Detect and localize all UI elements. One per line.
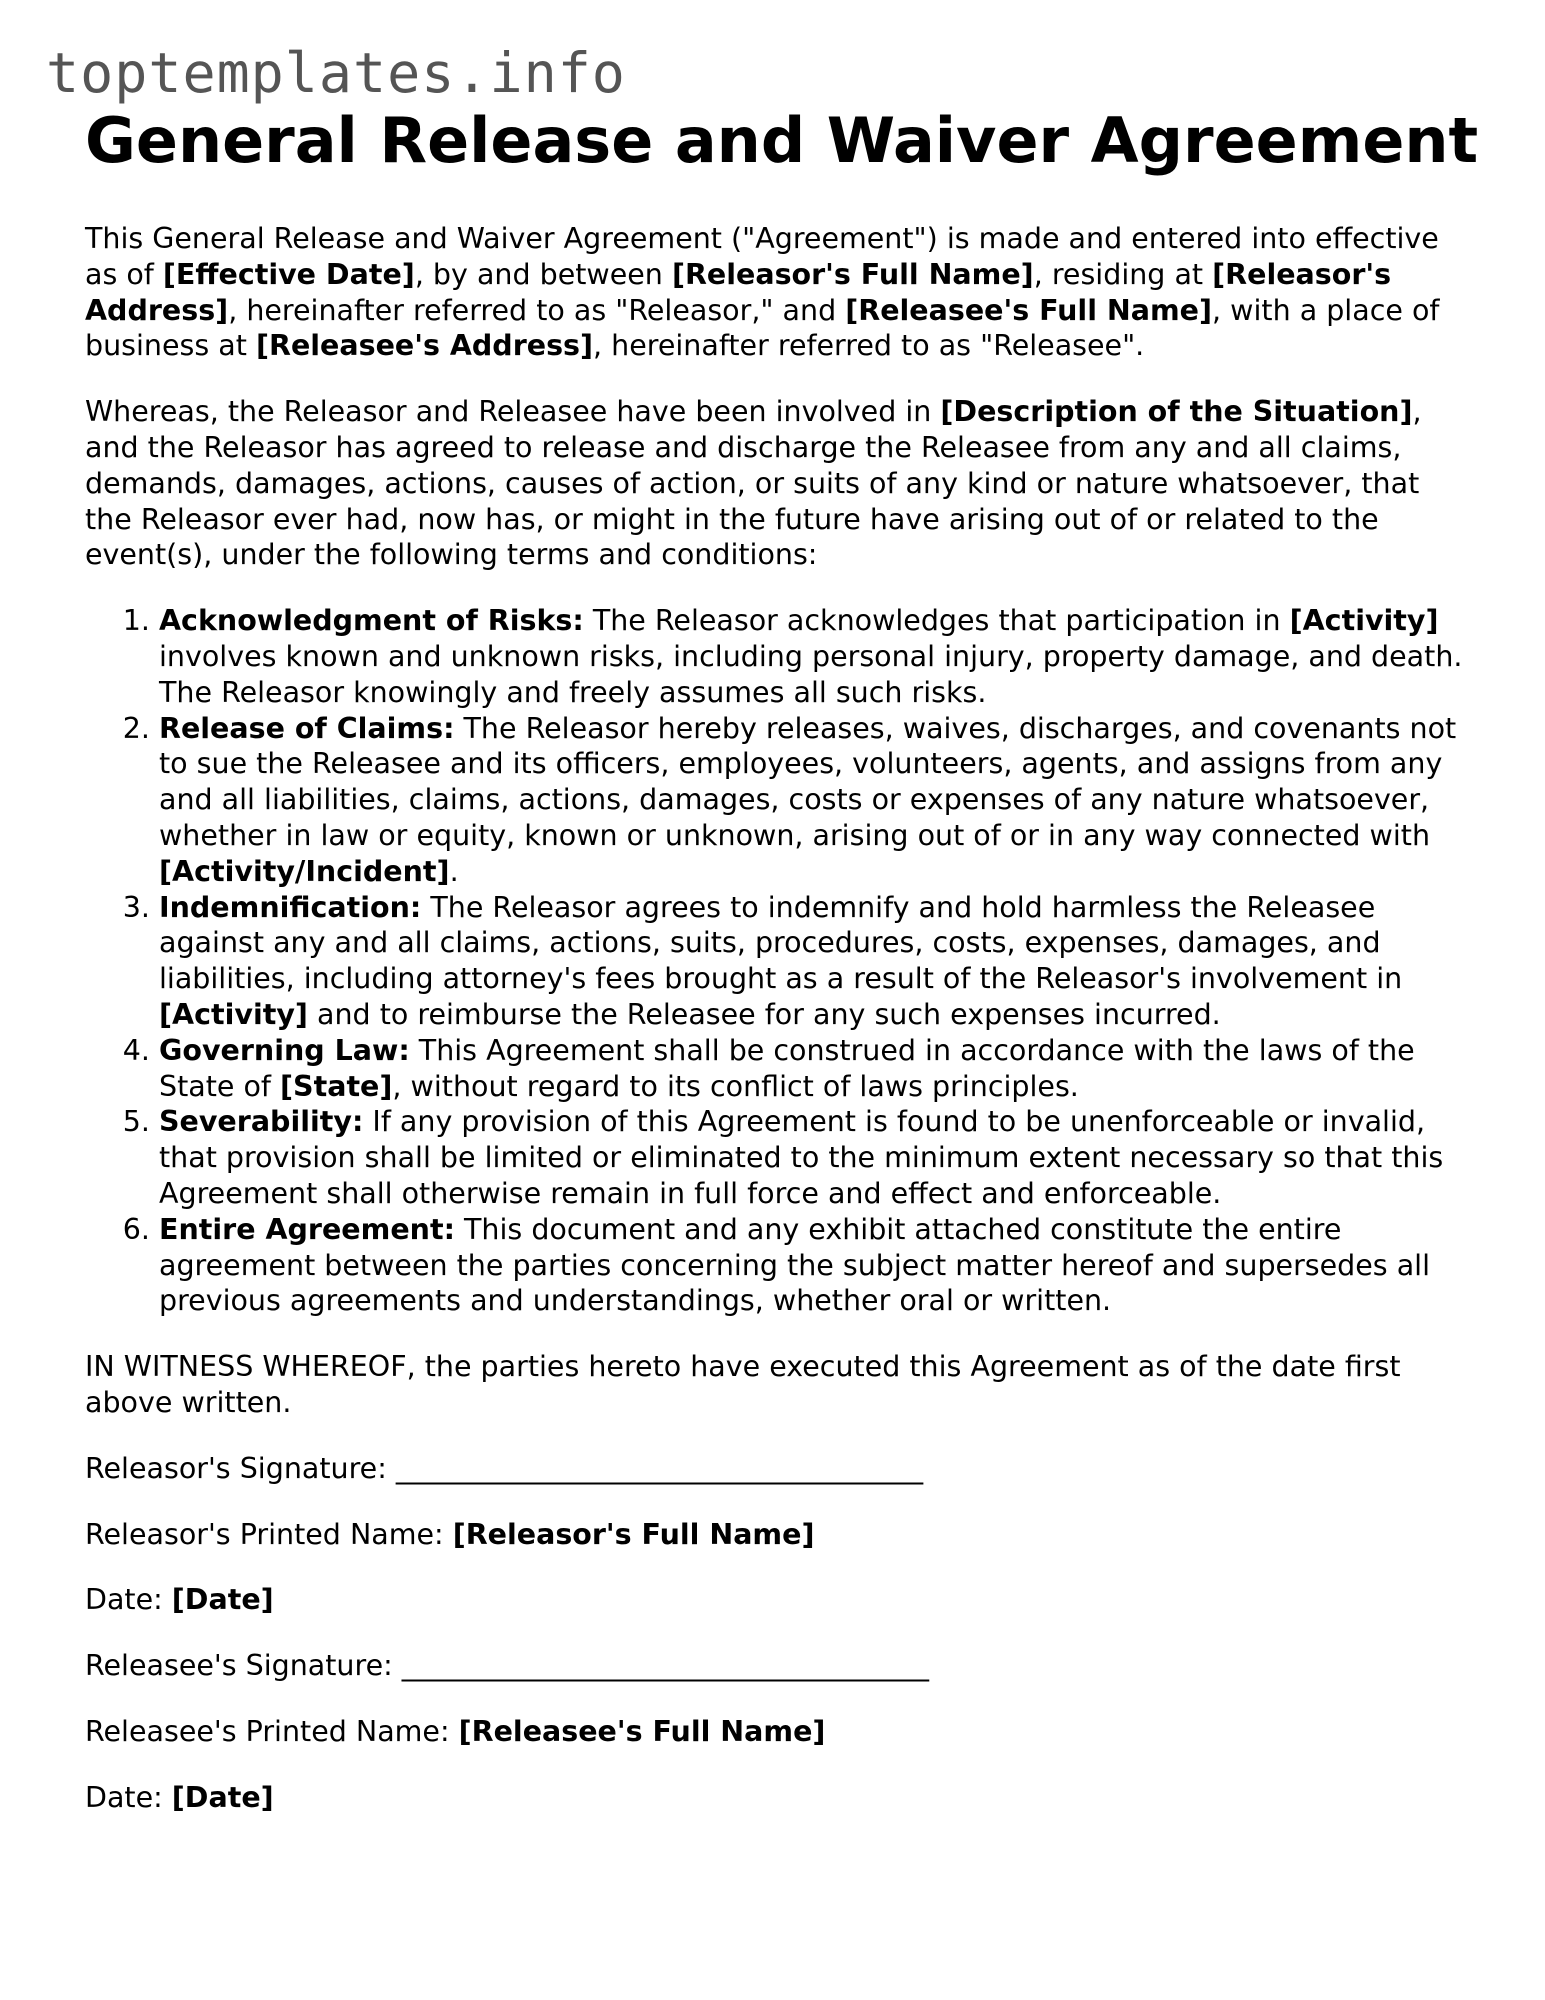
document-title: General Release and Waiver Agreement xyxy=(85,104,1479,177)
releasee-name-placeholder: [Releasee's Full Name] xyxy=(845,293,1213,327)
effective-date-placeholder: [Effective Date] xyxy=(162,257,415,291)
releasor-name-placeholder: [Releasor's Full Name] xyxy=(671,257,1034,291)
term-item: 4. Governing Law: This Agreement shall be construed in accordance with the laws of the State of [State], without regard to its conflict of laws principles. xyxy=(159,1033,1470,1105)
term-heading: Acknowledgment of Risks: xyxy=(159,604,584,638)
whereas-paragraph: Whereas, the Releasor and Releasee have been involved in [Description of the Situation], and the Releasor has agreed to release and discharge the Releasee from any and all claims, demands, damages, actions, causes of action, or suits of any kind or nature whatsoever, that the Releasor ever had, now has, or might in the future have arising out of or related to the event(s), under the following terms and conditions: xyxy=(85,395,1422,572)
term-heading: Entire Agreement: xyxy=(159,1212,455,1246)
releasor-signature-line: _____________________________________ xyxy=(395,1451,924,1485)
term-item: 1. Acknowledgment of Risks: The Releasor acknowledges that participation in [Activity] involves known and unknown risks, including personal injury, property damage, and death. The Releasor knowingly and freely assumes all such risks. xyxy=(159,603,1470,710)
witness-paragraph: IN WITNESS WHEREOF, the parties hereto have executed this Agreement as of the date first above written. xyxy=(85,1350,1401,1419)
term-placeholder: [Activity] xyxy=(159,997,308,1031)
term-heading: Indemnification: xyxy=(159,890,422,924)
term-placeholder: [Activity/Incident] xyxy=(159,854,450,888)
term-item: 6. Entire Agreement: This document and any exhibit attached constitute the entire agreement between the parties concerning the subject matter hereof and supersedes all previous agreements and understandings, whether oral or written. xyxy=(159,1212,1470,1319)
releasee-address-placeholder: [Releasee's Address] xyxy=(255,329,594,363)
term-placeholder: [Activity] xyxy=(1289,604,1439,638)
term-item: 3. Indemnification: The Releasor agrees to indemnify and hold harmless the Releasee against any and all claims, actions, suits, procedures, costs, expenses, damages, and liabilities, including attorney's fees brought as a result of the Releasor's involvement in [Activity] and to reimburse the Releasee for any such expenses incurred. xyxy=(159,890,1470,1033)
intro-paragraph: This General Release and Waiver Agreement ("Agreement") is made and entered into effective as of [Effective Date], by and between [Releasor's Full Name], residing at [Releasor's Address], hereinafter referred to as "Releasor," and [Releasee's Full Name], with a place of business at [Releasee's Address], hereinafter referred to as "Releasee". xyxy=(85,222,1440,363)
term-placeholder: [State] xyxy=(280,1069,393,1103)
term-heading: Severability: xyxy=(159,1105,364,1139)
document-body xyxy=(85,221,1470,1845)
releasor-signature-row: Releasor's Signature: _____________________________________ xyxy=(85,1451,924,1485)
term-item: 2. Release of Claims: The Releasor hereby releases, waives, discharges, and covenants not to sue the Releasee and its officers, employees, volunteers, agents, and assigns from any and all liabilities, claims, actions, damages, costs or expenses of any nature whatsoever, whether in law or equity, known or unknown, arising out of or in any way connected with [Activity/Incident]. xyxy=(159,711,1470,890)
releasor-date-row: Date: [Date] xyxy=(85,1583,274,1617)
releasor-printed-name-placeholder: [Releasor's Full Name] xyxy=(452,1517,815,1551)
term-item: 5. Severability: If any provision of this Agreement is found to be unenforceable or invalid, that provision shall be limited or eliminated to the minimum extent necessary so that this Agreement shall otherwise remain in full force and effect and enforceable. xyxy=(159,1104,1470,1211)
releasee-date-placeholder: [Date] xyxy=(171,1780,274,1814)
releasee-signature-line: _____________________________________ xyxy=(401,1649,930,1683)
term-heading: Governing Law: xyxy=(159,1033,410,1067)
releasor-date-placeholder: [Date] xyxy=(171,1583,274,1617)
releasee-printed-name-placeholder: [Releasee's Full Name] xyxy=(458,1714,826,1748)
term-heading: Release of Claims: xyxy=(159,711,455,745)
releasee-date-row: Date: [Date] xyxy=(85,1780,274,1814)
site-watermark: toptemplates.info xyxy=(46,41,626,105)
releasee-printed-name-row: Releasee's Printed Name: [Releasee's Full Name] xyxy=(85,1714,826,1748)
releasor-address-placeholder: [Releasor's Address] xyxy=(85,257,1392,327)
terms-list xyxy=(85,603,1470,1319)
situation-placeholder: [Description of the Situation] xyxy=(940,395,1413,429)
releasee-signature-row: Releasee's Signature: _____________________________________ xyxy=(85,1649,930,1683)
releasor-printed-name-row: Releasor's Printed Name: [Releasor's Full Name] xyxy=(85,1517,815,1551)
